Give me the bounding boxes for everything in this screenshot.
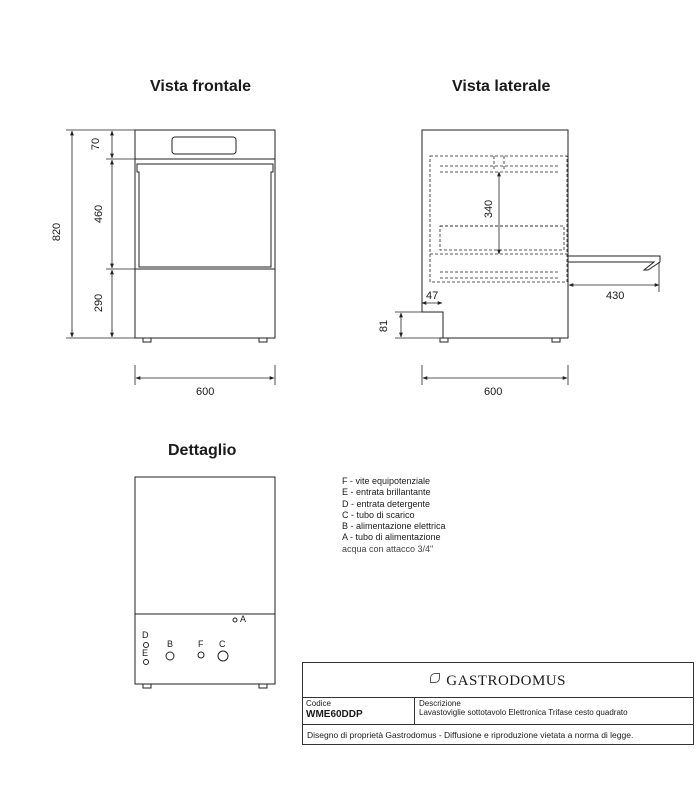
legend-item: F - vite equipotenziale [342, 476, 431, 486]
detail-label-a: A [240, 614, 247, 624]
code-value: WME60DDP [306, 709, 363, 720]
detail-label-d: D [142, 630, 149, 640]
dim-recess-height: 81 [378, 319, 391, 333]
detail-label-b: B [167, 639, 174, 649]
dim-basket: 340 [483, 199, 496, 219]
description-value: Lavastoviglie sottotavolo Elettronica Trifase cesto quadrato [419, 708, 628, 717]
detail-label-f: F [198, 639, 204, 649]
side-view-title: Vista laterale [452, 78, 551, 95]
front-view-drawing [135, 130, 275, 342]
detail-view-title: Dettaglio [168, 442, 237, 459]
connection-legend [342, 476, 446, 555]
legend-item: B - alimentazione elettrica [342, 521, 446, 532]
dim-side-width: 600 [484, 386, 503, 398]
legend-item: D - entrata detergente [342, 498, 431, 509]
dim-recess-depth: 47 [426, 290, 439, 302]
legend-item: E - entrata brillantante [342, 487, 431, 498]
ownership-notice: Disegno di proprietà Gastrodomus - Diffusione e riproduzione vietata a norma di legge. [307, 730, 634, 740]
front-dimension-lines [66, 130, 275, 385]
dim-total-height: 820 [51, 222, 64, 242]
front-view-title: Vista frontale [150, 78, 252, 95]
dim-front-width: 600 [196, 386, 215, 398]
detail-label-e: E [142, 648, 149, 658]
dim-bottom: 290 [93, 293, 106, 313]
code-label: Codice [306, 699, 331, 708]
brand-leaf-icon [430, 673, 440, 683]
dim-arm-length: 430 [606, 290, 625, 302]
detail-label-c: C [219, 639, 226, 649]
dim-top: 70 [90, 137, 103, 151]
detail-view-drawing [135, 477, 275, 688]
brand-logo [303, 663, 693, 697]
code-cell [303, 698, 415, 724]
legend-item: A - tubo di alimentazione [342, 532, 441, 543]
brand-name: GASTRODOMUS [446, 673, 566, 689]
legend-item: C - tubo di scarico [342, 509, 415, 520]
description-cell [415, 698, 693, 724]
title-block [302, 662, 694, 745]
dim-middle: 460 [93, 204, 106, 224]
legend-note: acqua con attacco 3/4" [342, 543, 434, 554]
description-label: Descrizione [419, 699, 461, 708]
side-dimension-lines [395, 262, 659, 385]
side-view-drawing [422, 130, 660, 342]
